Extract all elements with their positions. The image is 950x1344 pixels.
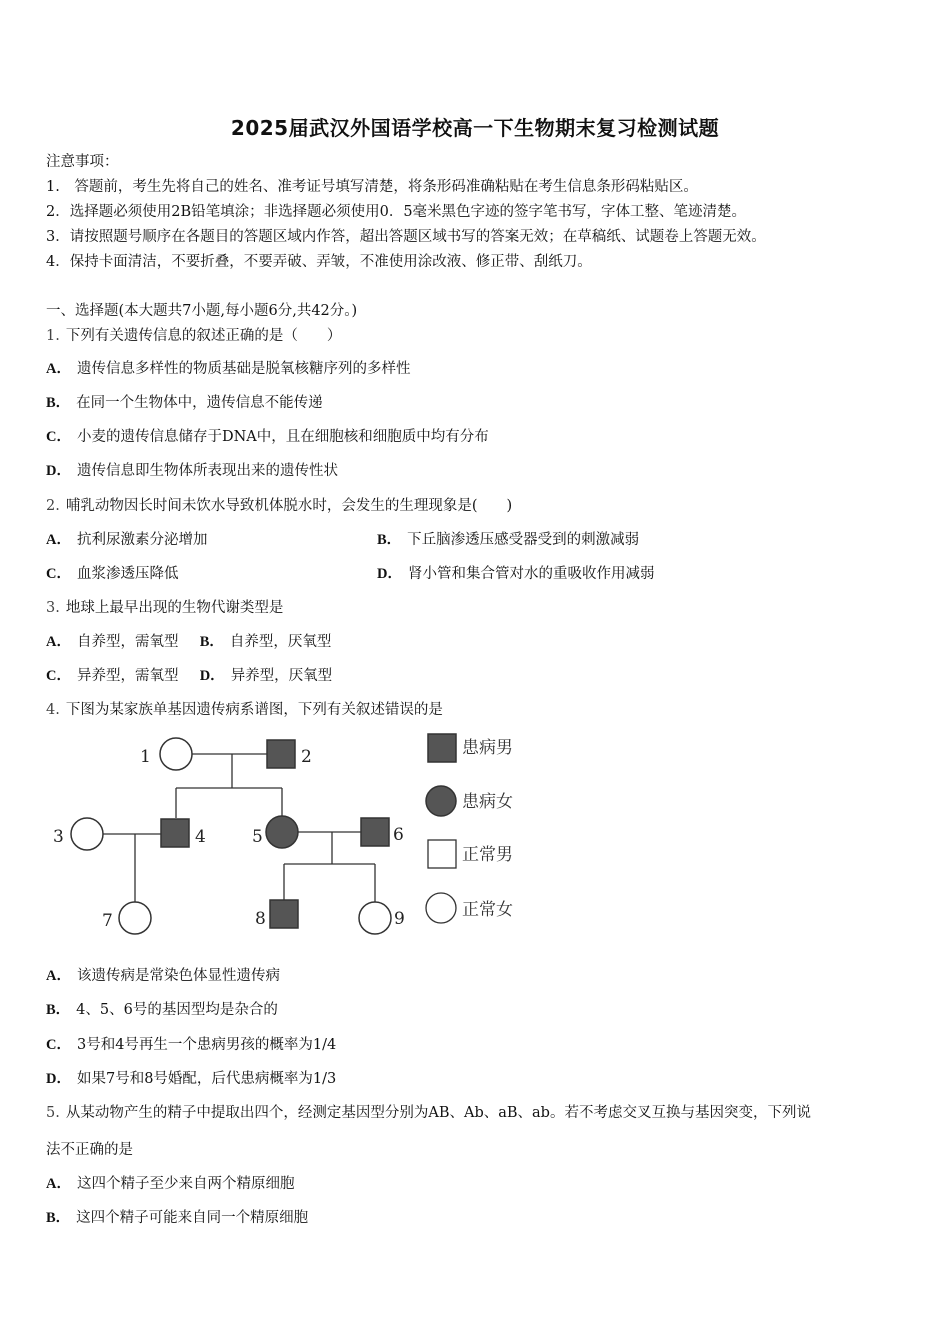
legend-normal-male: 正常男 [462,845,513,865]
option-label: B． [46,1002,71,1018]
question-5 [46,1103,811,1123]
notice-heading: 注意事项： [46,154,119,170]
q3-options-row-2 [46,666,332,686]
q2-option-c [46,564,178,584]
option-label: B． [199,634,224,650]
option-label: C． [46,429,71,445]
option-text: 抗利尿激素分泌增加 [76,532,208,548]
q2-option-b [377,530,639,550]
question-number: 2. [46,498,60,514]
label-2: 2 [301,747,312,767]
individual-3-normal-female [71,818,103,850]
label-1: 1 [140,747,151,767]
option-label: C． [46,1037,71,1053]
option-label: B． [46,395,71,411]
question-stem: 下图为某家族单基因遗传病系谱图，下列有关叙述错误的是 [65,702,443,718]
question-number: 4. [46,702,60,718]
q1-option-b [46,393,323,413]
q4-option-d [46,1069,336,1089]
option-label: D． [377,566,402,582]
option-text: 这四个精子可能来自同一个精原细胞 [76,1210,309,1226]
q2-option-d [377,564,654,584]
notice-item-3: 3．请按照题号顺序在各题目的答题区域内作答，超出答题区域书写的答案无效；在草稿纸、试题卷上答题无效。 [46,229,766,245]
question-3 [46,598,283,618]
label-7: 7 [102,911,113,931]
legend-normal-female-symbol [426,893,456,923]
question-number: 3. [46,600,60,616]
option-label: A． [46,634,71,650]
q1-option-c [46,427,489,447]
option-text: 自养型，厌氧型 [229,634,332,650]
label-5: 5 [252,827,263,847]
q4-option-c [46,1035,336,1055]
option-text: 在同一个生物体中，遗传信息不能传递 [76,395,323,411]
option-label: D． [46,1071,71,1087]
option-text: 异养型，需氧型 [76,668,179,684]
option-label: A． [46,968,71,984]
question-stem: 下列有关遗传信息的叙述正确的是（ ） [65,328,342,344]
legend-normal-female: 正常女 [462,900,513,920]
pedigree-legend [426,734,513,923]
option-text: 自养型，需氧型 [76,634,179,650]
question-stem: 从某动物产生的精子中提取出四个，经测定基因型分别为AB、Ab、aB、ab。若不考虑交叉互换与基因突变，下列说 [65,1105,811,1121]
pedigree-diagram [40,726,560,956]
option-text: 该遗传病是常染色体显性遗传病 [76,968,280,984]
option-text: 3号和4号再生一个患病男孩的概率为1/4 [76,1037,337,1053]
q3-options-row-1 [46,632,331,652]
option-text: 这四个精子至少来自两个精原细胞 [76,1176,295,1192]
individual-1-normal-female [160,738,192,770]
option-label: A． [46,532,71,548]
question-number: 5. [46,1105,60,1121]
label-4: 4 [195,827,206,847]
notice-item-1: 1. 答题前，考生先将自己的姓名、准考证号填写清楚，将条形码准确粘贴在考生信息条形码粘贴区。 [46,179,698,195]
individual-7-normal-female [119,902,151,934]
individual-9-normal-female [359,902,391,934]
individual-4-affected-male [161,819,189,847]
q4-option-b [46,1000,278,1020]
legend-normal-male-symbol [428,840,456,868]
individual-5-affected-female [266,816,298,848]
section-heading: 一、选择题(本大题共7小题,每小题6分,共42分。) [46,303,358,319]
notice-item-2: 2．选择题必须使用2B铅笔填涂；非选择题必须使用0．5毫米黑色字迹的签字笔书写，字体工整、笔迹清楚。 [46,204,747,220]
option-label: B． [46,1210,71,1226]
question-number: 1. [46,328,60,344]
option-text: 下丘脑渗透压感受器受到的刺激减弱 [407,532,640,548]
option-text: 异养型，厌氧型 [230,668,333,684]
legend-affected-male: 患病男 [462,738,513,758]
option-text: 4、5、6号的基因型均是杂合的 [76,1002,278,1018]
label-3: 3 [53,827,64,847]
legend-affected-female-symbol [426,786,456,816]
question-5-continued: 法不正确的是 [46,1142,133,1158]
individual-2-affected-male [267,740,295,768]
question-stem: 哺乳动物因长时间未饮水导致机体脱水时，会发生的生理现象是( ) [65,498,513,514]
q4-option-a [46,966,280,986]
individual-6-affected-male [361,818,389,846]
q5-option-b [46,1208,308,1228]
option-label: B． [377,532,402,548]
label-6: 6 [393,825,404,845]
option-label: D． [46,463,71,479]
option-label: C． [46,566,71,582]
individual-8-affected-male [270,900,298,928]
question-4 [46,700,443,720]
option-label: D． [199,668,225,684]
option-label: A． [46,1176,71,1192]
label-9: 9 [394,909,405,929]
legend-affected-male-symbol [428,734,456,762]
label-8: 8 [255,909,266,929]
q1-option-d [46,461,338,481]
question-stem: 地球上最早出现的生物代谢类型是 [65,600,284,616]
option-text: 肾小管和集合管对水的重吸收作用减弱 [407,566,655,582]
q1-option-a [46,359,410,379]
question-2 [46,496,512,516]
q2-option-a [46,530,207,550]
option-label: A． [46,361,71,377]
option-text: 如果7号和8号婚配，后代患病概率为1/3 [76,1071,337,1087]
option-text: 血浆渗透压降低 [76,566,179,582]
notice-item-4: 4．保持卡面清洁，不要折叠，不要弄破、弄皱，不准使用涂改液、修正带、刮纸刀。 [46,254,592,270]
option-text: 小麦的遗传信息储存于DNA中，且在细胞核和细胞质中均有分布 [76,429,489,445]
option-text: 遗传信息即生物体所表现出来的遗传性状 [76,463,338,479]
question-1 [46,326,341,346]
q5-option-a [46,1174,294,1194]
page-title: 2025届武汉外国语学校高一下生物期末复习检测试题 [230,116,720,140]
option-label: C． [46,668,71,684]
option-text: 遗传信息多样性的物质基础是脱氧核糖序列的多样性 [76,361,411,377]
legend-affected-female: 患病女 [462,792,513,812]
